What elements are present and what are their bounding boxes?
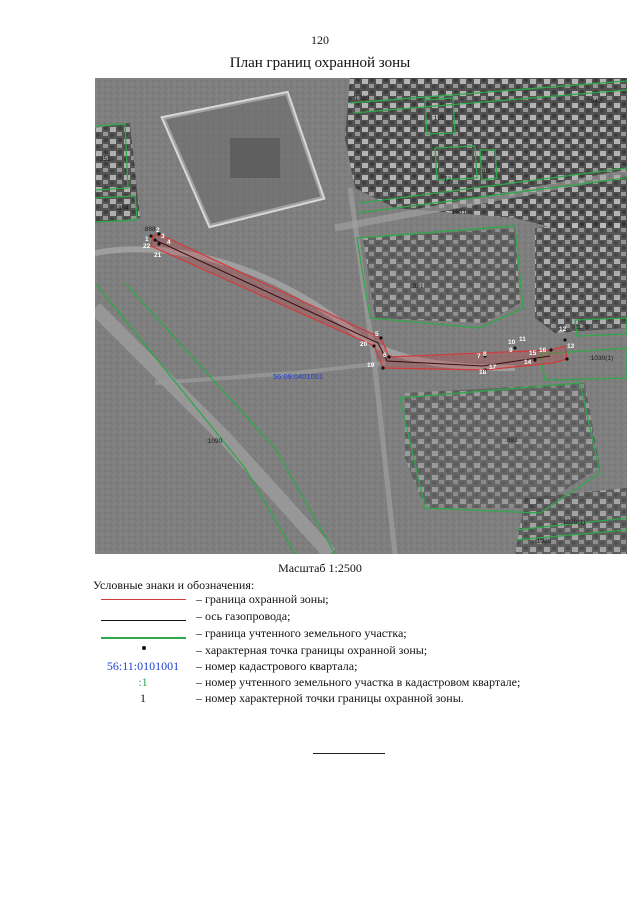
legend-item-point-number: 1 – номер характерной точки границы охранной зоны. <box>93 691 613 707</box>
legend-item-plot-number: :1 – номер учтенного земельного участка в кадастровом квартале; <box>93 675 613 691</box>
plot-label: :354 <box>116 205 129 212</box>
plot-label: :89 <box>480 168 490 175</box>
legend-item-plot-boundary: – граница учтенного земельного участка; <box>93 626 613 642</box>
plot-label: :72 <box>442 176 452 183</box>
point-label: 19 <box>367 362 375 369</box>
point-label: 12 <box>559 326 567 333</box>
point-label: 2 <box>156 227 160 234</box>
cadastral-quarter-label: 56:09:0401001 <box>273 372 324 381</box>
quarter-number-sample: 56:11:0101001 <box>106 659 180 673</box>
point-label: 16 <box>539 347 547 354</box>
map-scale: Масштаб 1:2500 <box>278 561 362 575</box>
point-label: 11 <box>519 336 526 343</box>
plot-label: :1031 <box>450 209 467 216</box>
red-line-symbol <box>93 592 193 608</box>
point-label: 13 <box>567 343 575 350</box>
point-label: 5 <box>375 331 379 338</box>
plot-label: :1020 <box>535 538 552 545</box>
point-label: 3 <box>161 233 165 240</box>
plot-label: :179 <box>576 324 589 331</box>
dot-symbol <box>93 643 193 659</box>
plot-label: :1090 <box>206 438 223 445</box>
settlement-east <box>535 218 627 333</box>
plot-label: :1030(1) <box>589 355 614 362</box>
map-image <box>95 78 627 554</box>
block-331 <box>363 228 520 323</box>
aerial-map <box>95 78 627 554</box>
plot-label: :191 <box>432 115 445 122</box>
point-label: 7 <box>477 353 481 360</box>
page-number: 120 <box>311 33 329 47</box>
point-label: 21 <box>154 252 162 259</box>
point-label: 20 <box>360 341 368 348</box>
point-label: 1 <box>145 236 149 243</box>
legend-item-quarter-number: 56:11:0101001 – номер кадастрового квартала; <box>93 659 613 675</box>
plot-label: :1028(1) <box>561 519 586 526</box>
bottom-divider <box>313 753 385 754</box>
plot-label: :1020 <box>353 95 370 102</box>
page-title: План границ охранной зоны <box>229 55 411 71</box>
plot-number-sample: :1 <box>138 675 148 689</box>
legend-title: Условные знаки и обозначения: <box>93 578 255 592</box>
point-label: 22 <box>143 243 151 250</box>
plot-label: :331 <box>411 283 424 290</box>
point-label: 6 <box>383 352 387 359</box>
plot-label: :893 <box>505 437 518 444</box>
legend-item-gas-axis: – ось газопровода; <box>93 609 613 625</box>
green-line-symbol <box>93 626 193 642</box>
plot-label: :351 <box>98 156 111 163</box>
point-label: 18 <box>479 369 487 376</box>
point-label: 10 <box>508 339 516 346</box>
point-label: 14 <box>524 359 532 366</box>
point-label: 4 <box>167 239 171 246</box>
point-label: 15 <box>529 350 537 357</box>
plot-label: :942 <box>589 98 602 105</box>
legend-item-point: – характерная точка границы охранной зоны; <box>93 643 613 659</box>
plot-label: :888 <box>143 226 156 233</box>
legend-item-protection-zone: – граница охранной зоны; <box>93 592 613 608</box>
point-label: 8 <box>483 351 487 358</box>
point-label: 17 <box>489 364 497 371</box>
black-line-symbol <box>93 609 193 625</box>
point-label: 9 <box>509 347 513 354</box>
point-number-sample: 1 <box>140 691 146 705</box>
